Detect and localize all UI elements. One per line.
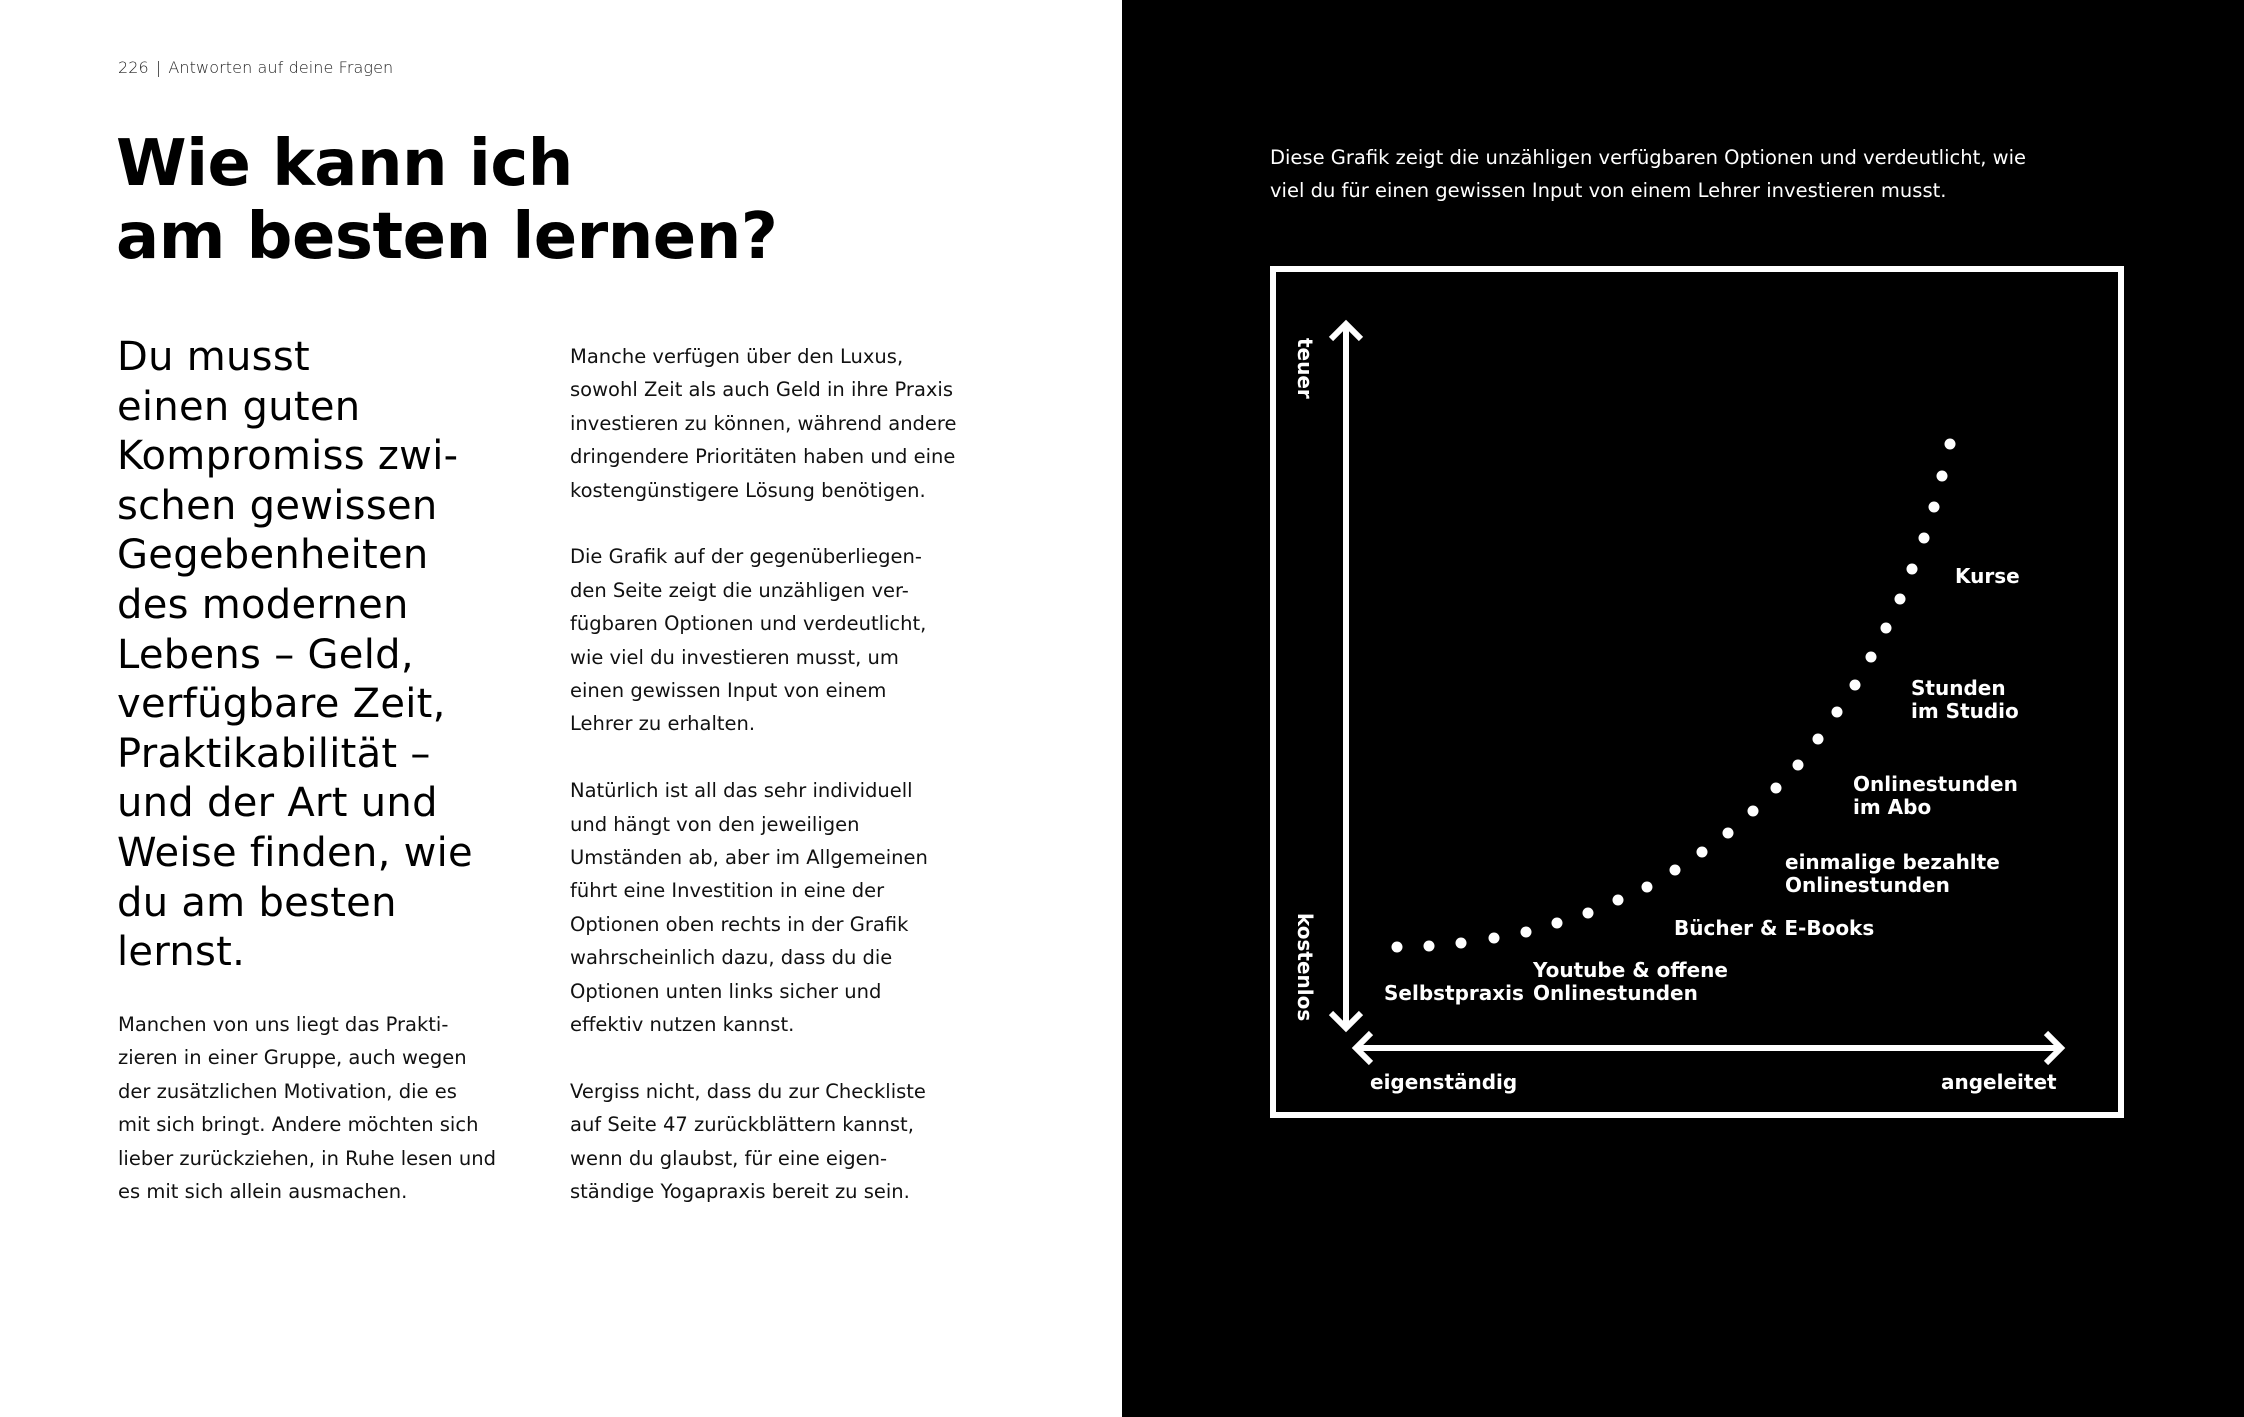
lead-line: Weise finden, wie: [117, 829, 473, 876]
annotation-kurse: [1955, 565, 2020, 588]
data-point-dot: [1771, 783, 1782, 794]
body-line: Die Grafik auf der gegenüberliegen-: [570, 545, 922, 569]
annotation-selbstpraxis: [1384, 982, 1524, 1005]
lead-line: Du musst: [117, 334, 310, 380]
annotation-line: einmalige bezahlte: [1785, 850, 2000, 874]
data-point-dot: [1895, 594, 1906, 605]
body-line: Manchen von uns liegt das Prakti-: [118, 1013, 449, 1036]
data-point-dot: [1907, 564, 1918, 575]
data-point-dot: [1945, 439, 1956, 450]
data-point-dot: [1850, 680, 1861, 691]
body-line: effektiv nutzen kannst.: [570, 1013, 795, 1037]
running-head-separator: |: [155, 58, 162, 77]
lead-line: Lebens – Geld,: [117, 631, 414, 678]
lead-line: verfügbare Zeit,: [117, 681, 446, 728]
data-point-dot: [1793, 760, 1804, 771]
body-line: der zusätzlichen Motivation, die es: [118, 1079, 457, 1103]
data-point-dot: [1929, 502, 1940, 513]
annotation-line: Onlinestunden: [1785, 873, 1950, 897]
data-point-dot: [1670, 865, 1681, 876]
body-line: Manche verfügen über den Luxus,: [570, 345, 904, 368]
annotation-buecher: [1674, 917, 1874, 940]
body-line: den Seite zeigt die unzähligen ver-: [570, 578, 909, 602]
title-line: Wie kann ich: [116, 127, 573, 201]
data-point-dot: [1552, 918, 1563, 929]
data-point-dot: [1521, 927, 1532, 938]
annotation-line: Onlinestunden: [1853, 772, 2018, 796]
x-axis-max-label: angeleitet: [1941, 1070, 2057, 1094]
annotation-line: Onlinestunden: [1533, 981, 1698, 1005]
annotation-line: Selbstpraxis: [1384, 981, 1524, 1005]
lead-line: Gegebenheiten: [117, 532, 429, 579]
data-point-dot: [1424, 941, 1435, 952]
body-line: Natürlich ist all das sehr individuell: [570, 779, 913, 803]
annotation-abo: [1853, 773, 2018, 819]
annotation-einmalige: [1785, 851, 2000, 897]
body-line: wenn du glaubst, für eine eigen-: [570, 1146, 888, 1170]
body-line: führt eine Investition in eine der: [570, 879, 885, 903]
x-axis-arrow: [1356, 1033, 2061, 1063]
body-line: mit sich bringt. Andere möchten sich: [118, 1113, 479, 1137]
data-point-dot: [1832, 707, 1843, 718]
body-line: einen gewissen Input von einem: [570, 679, 887, 703]
section-title: Antworten auf deine Fragen: [168, 58, 394, 77]
lead-line: schen gewissen: [117, 482, 438, 529]
body-line: kostengünstigere Lösung benötigen.: [570, 478, 926, 502]
body-line: zieren in einer Gruppe, auch wegen: [118, 1046, 467, 1070]
body-line: auf Seite 47 zurückblättern kannst,: [570, 1113, 914, 1137]
lead-line: Praktikabilität –: [117, 730, 431, 777]
data-point-dot: [1723, 828, 1734, 839]
body-line: wie viel du investieren musst, um: [570, 645, 899, 669]
body-line: es mit sich allein ausmachen.: [118, 1180, 408, 1204]
annotation-line: Bücher & E-Books: [1674, 916, 1875, 940]
body-line: Optionen oben rechts in der Grafik: [570, 912, 909, 936]
body-line: wahrscheinlich dazu, dass du die: [570, 946, 893, 970]
body-line: ständige Yogapraxis bereit zu sein.: [570, 1180, 910, 1204]
annotation-studio: [1911, 677, 2019, 723]
y-axis-arrow: [1331, 324, 1361, 1028]
lead-line: des modernen: [117, 581, 409, 628]
caption-line: Diese Grafik zeigt die unzähligen verfügbaren Optionen und verdeutlicht, wie: [1270, 146, 2026, 169]
data-point-dot: [1748, 806, 1759, 817]
data-point-dot: [1613, 895, 1624, 906]
annotation-line: Stunden: [1911, 676, 2006, 700]
data-point-dot: [1489, 933, 1500, 944]
annotation-line: im Studio: [1911, 699, 2019, 723]
caption-line: viel du für einen gewissen Input von einem Lehrer investieren musst.: [1270, 179, 1947, 202]
body-line: fügbaren Optionen und verdeutlicht,: [570, 612, 927, 636]
data-point-dot: [1813, 734, 1824, 745]
body-line: dringendere Prioritäten haben und eine: [570, 445, 956, 469]
body-line: Optionen unten links sicher und: [570, 979, 882, 1003]
data-point-dot: [1642, 882, 1653, 893]
data-point-dot: [1919, 533, 1930, 544]
body-line: und hängt von den jeweiligen: [570, 812, 860, 836]
x-axis-min-label: eigenständig: [1370, 1070, 1518, 1094]
data-point-dot: [1456, 938, 1467, 949]
annotation-line: Kurse: [1955, 564, 2020, 588]
lead-line: Kompromiss zwi-: [117, 433, 459, 480]
annotation-line: im Abo: [1853, 795, 1932, 819]
page-number: 226: [118, 58, 149, 77]
lead-line: lernst.: [117, 929, 246, 976]
data-point-dot: [1937, 471, 1948, 482]
body-line: sowohl Zeit als auch Geld in ihre Praxis: [570, 378, 954, 402]
body-line: Umständen ab, aber im Allgemeinen: [570, 846, 928, 870]
y-axis-min-label: kostenlos: [1293, 913, 1317, 1022]
data-point-dot: [1881, 623, 1892, 634]
data-point-dot: [1866, 652, 1877, 663]
annotation-line: Youtube & offene: [1533, 958, 1728, 982]
annotation-youtube: [1533, 959, 1728, 1005]
data-point-dot: [1583, 908, 1594, 919]
body-line: lieber zurückziehen, in Ruhe lesen und: [118, 1146, 496, 1170]
lead-line: einen guten: [117, 383, 361, 430]
body-line: investieren zu können, während andere: [570, 411, 957, 435]
body-line: Vergiss nicht, dass du zur Checkliste: [570, 1079, 926, 1103]
y-axis-max-label: teuer: [1293, 338, 1317, 399]
data-point-dot: [1392, 942, 1403, 953]
data-point-dot: [1697, 847, 1708, 858]
lead-line: und der Art und: [117, 780, 438, 827]
title-line: am besten lernen?: [116, 200, 778, 274]
lead-line: du am besten: [117, 879, 397, 926]
body-line: Lehrer zu erhalten.: [570, 712, 756, 736]
